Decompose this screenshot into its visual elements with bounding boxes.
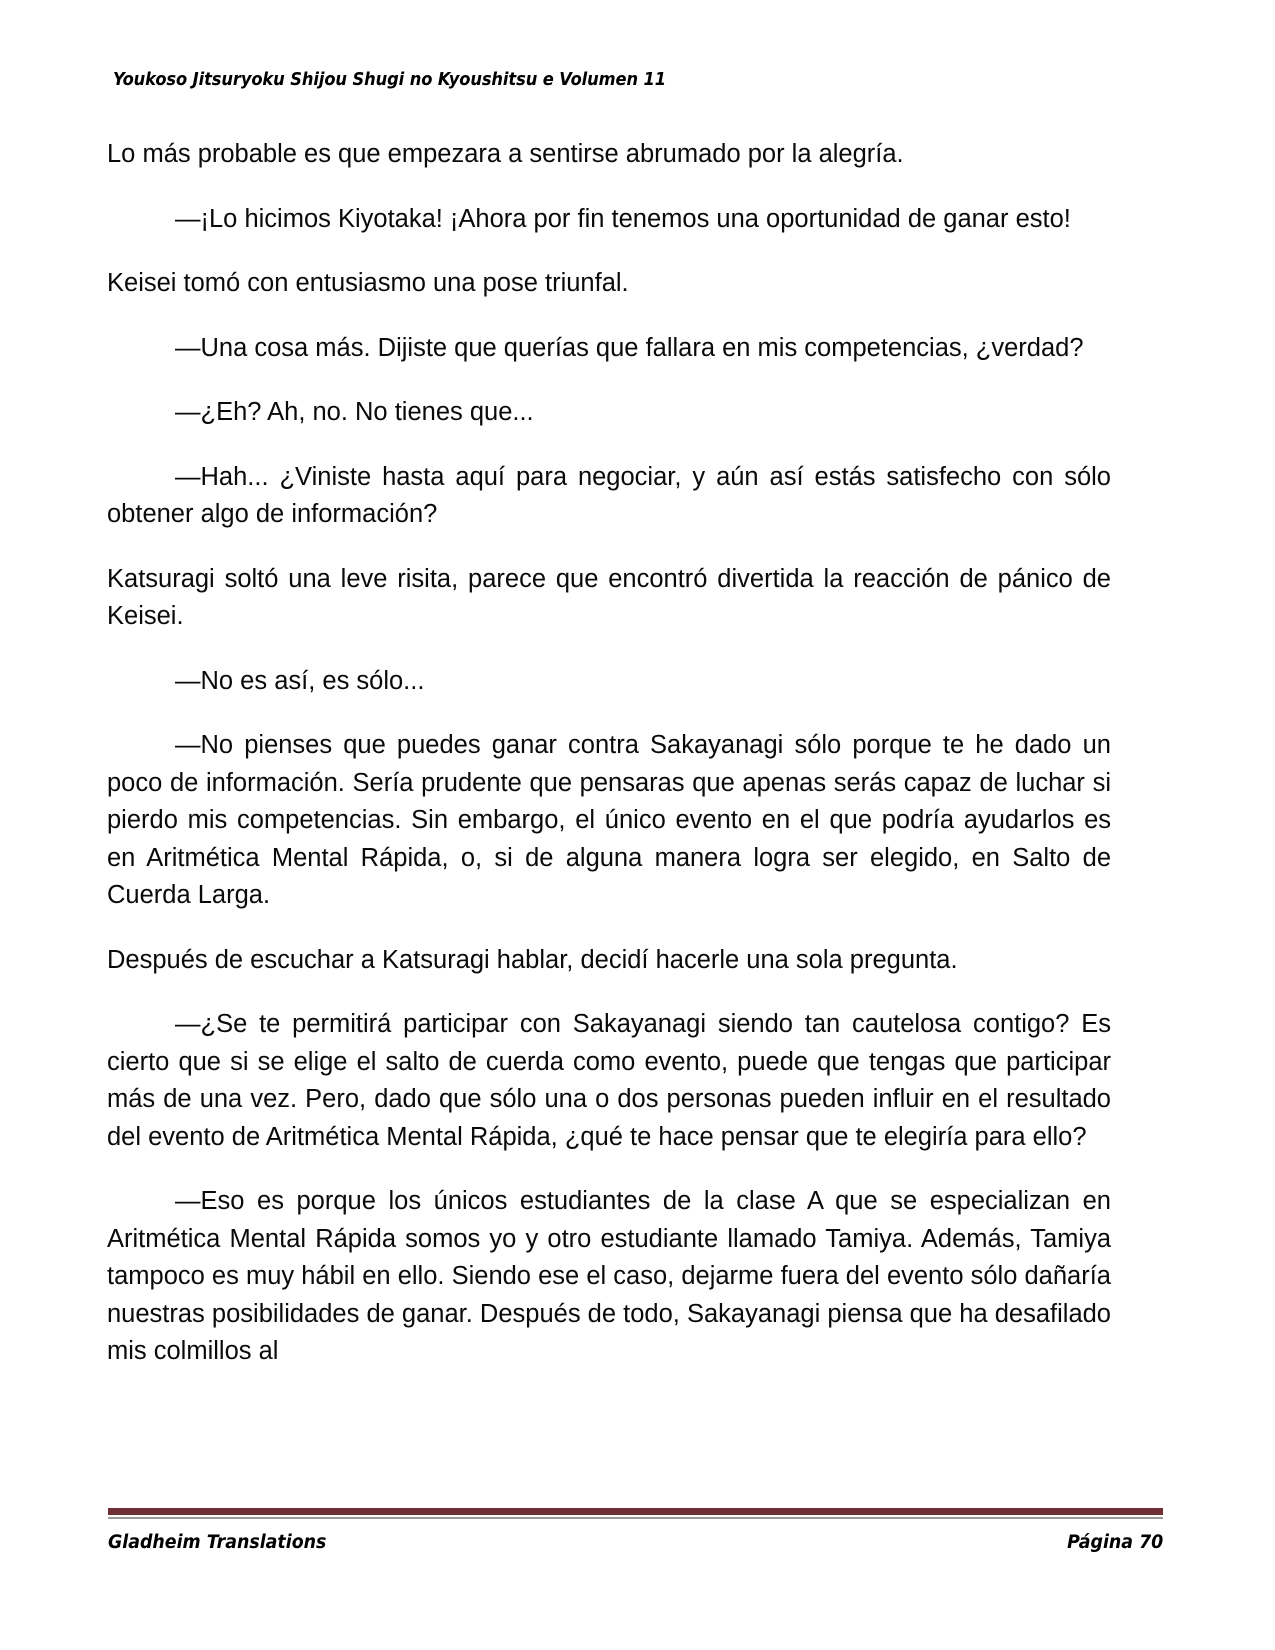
document-body: [107, 136, 1111, 1371]
page-header: [113, 70, 1163, 96]
footer-divider-thick: [108, 1508, 1163, 1515]
footer-row: [108, 1532, 1163, 1553]
paragraph: —Una cosa más. Dijiste que querías que fallara en mis competencias, ¿verdad?: [175, 333, 1084, 362]
paragraph: Katsuragi soltó una leve risita, parece que encontró divertida la reacción de pánico de Keisei.: [107, 564, 1111, 630]
footer-divider-thin: [108, 1517, 1163, 1519]
paragraph: —No pienses que puedes ganar contra Sakayanagi sólo porque te he dado un poco de información. Sería prudente que pensaras que apenas serás capaz de luchar si pierdo mis competencias. Sin embargo, el único evento en el que podría ayudarlos es en Aritmética Mental Rápida, o, si de alguna manera logra ser elegido, en Salto de Cuerda Larga.: [107, 731, 1111, 909]
paragraph: —¡Lo hicimos Kiyotaka! ¡Ahora por fin tenemos una oportunidad de ganar esto!: [175, 204, 1071, 233]
footer-page-number: Página 70: [1066, 1532, 1163, 1553]
paragraph: —Hah... ¿Viniste hasta aquí para negociar, y aún así estás satisfecho con sólo obtener algo de información?: [107, 462, 1111, 528]
footer-translator-credit: Gladheim Translations: [108, 1532, 327, 1553]
paragraph: —¿Se te permitirá participar con Sakayanagi siendo tan cautelosa contigo? Es cierto que si se elige el salto de cuerda como evento, puede que tengas que participar más de una vez. Pero, dado que sólo una o dos personas pueden influir en el resultado del evento de Aritmética Mental Rápida, ¿qué te hace pensar que te elegiría para ello?: [107, 1010, 1111, 1151]
header-book-title: Youkoso Jitsuryoku Shijou Shugi no Kyoushitsu e Volumen 11: [113, 70, 667, 90]
paragraph: —No es así, es sólo...: [175, 666, 425, 695]
page-footer: [108, 1508, 1163, 1553]
paragraph: Lo más probable es que empezara a sentirse abrumado por la alegría.: [107, 140, 904, 168]
paragraph: Después de escuchar a Katsuragi hablar, decidí hacerle una sola pregunta.: [107, 945, 958, 974]
paragraph: —¿Eh? Ah, no. No tienes que...: [175, 398, 534, 426]
paragraph: —Eso es porque los únicos estudiantes de la clase A que se especializan en Aritmética Mental Rápida somos yo y otro estudiante llamado Tamiya. Además, Tamiya tampoco es muy hábil en ello. Siendo ese el caso, dejarme fuera del evento sólo dañaría nuestras posibilidades de ganar. Después de todo, Sakayanagi piensa que ha desafilado mis colmillos al: [107, 1187, 1111, 1365]
paragraph: Keisei tomó con entusiasmo una pose triunfal.: [107, 269, 629, 297]
